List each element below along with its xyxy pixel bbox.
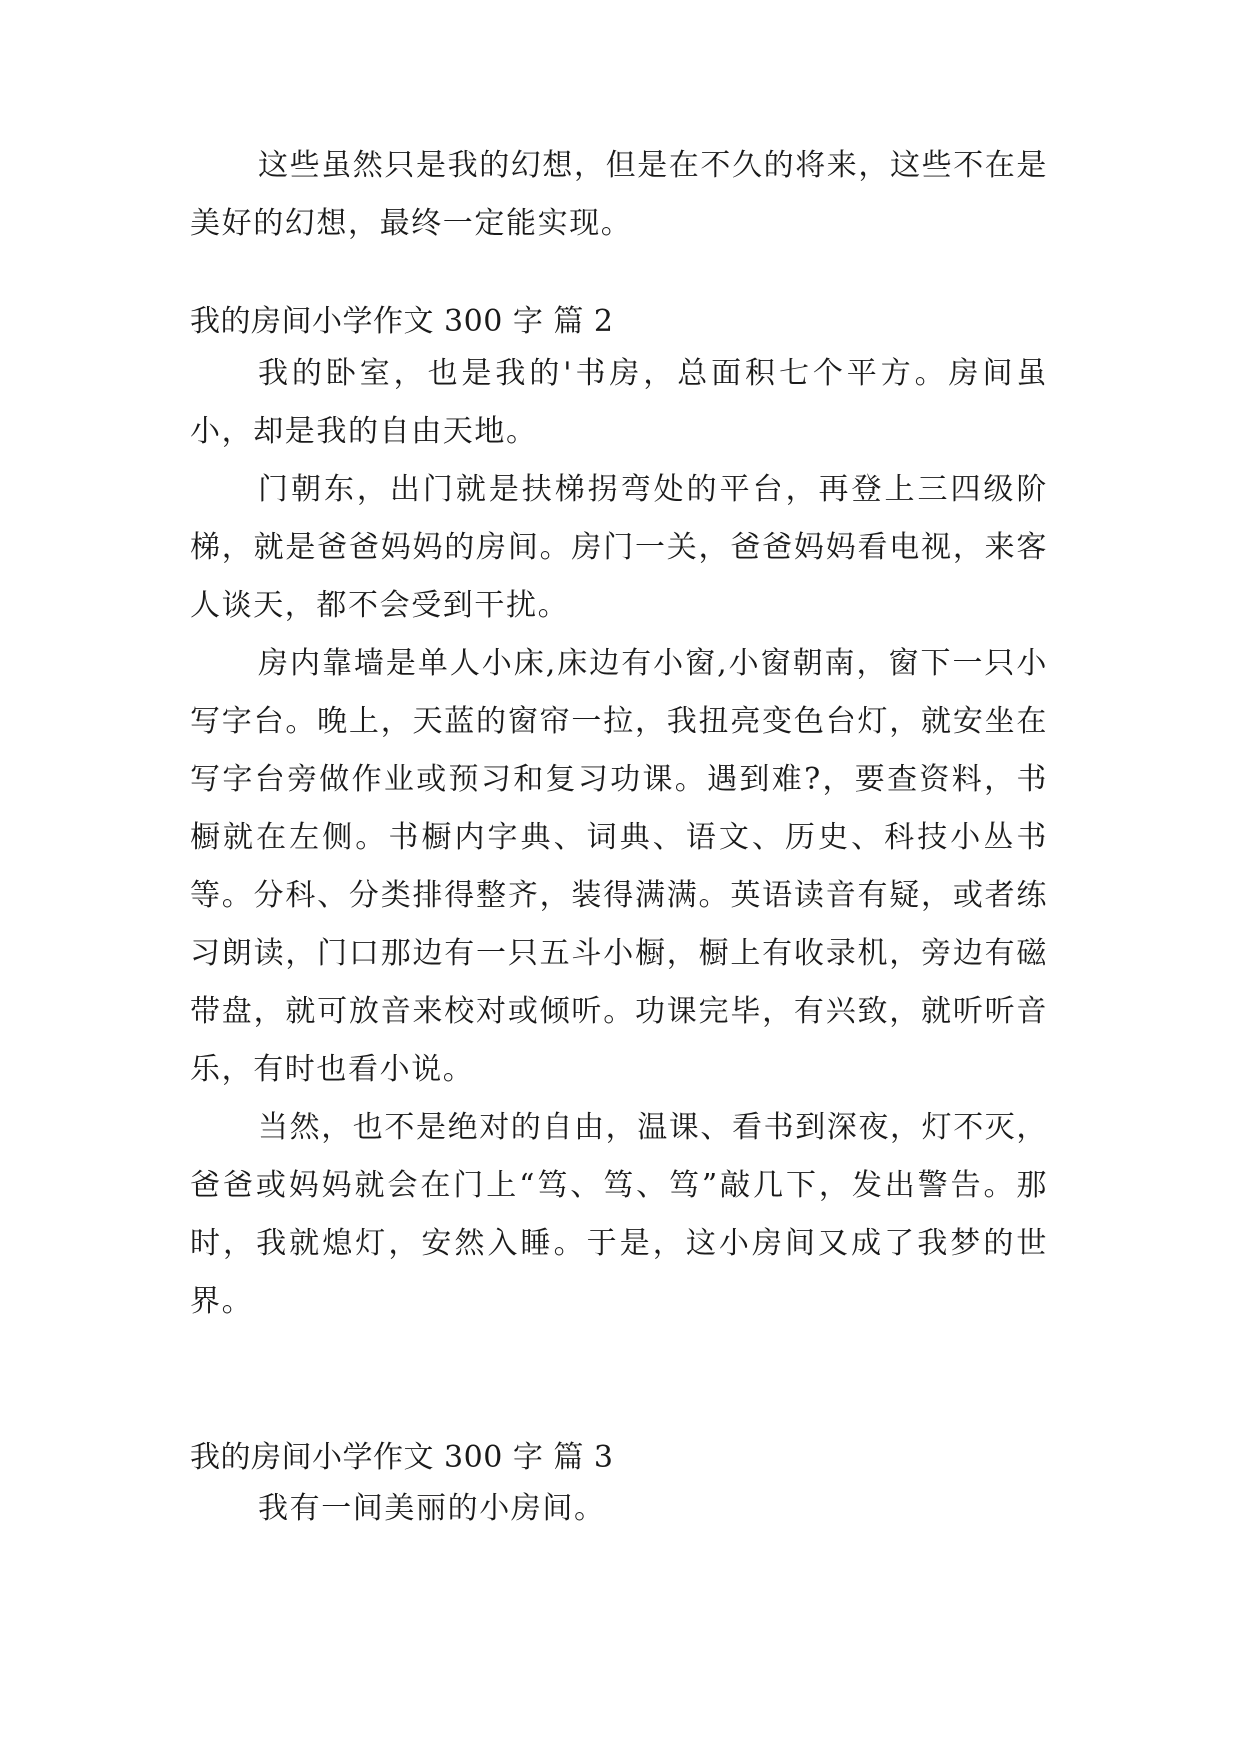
intro-block bbox=[190, 137, 1048, 253]
section-3-body bbox=[190, 1480, 1048, 1538]
section-heading-2: 我的房间小学作文 300 字 篇 2 bbox=[190, 304, 614, 339]
paragraph: 房内靠墙是单人小床,床边有小窗,小窗朝南，窗下一只小写字台。晚上，天蓝的窗帘一拉，我扭亮变色台灯，就安坐在写字台旁做作业或预习和复习功课。遇到难?，要查资料，书橱就在左侧。书橱内字典、词典、语文、历史、科技小丛书等。分科、分类排得整齐，装得满满。英语读音有疑，或者练习朗读，门口那边有一只五斗小橱，橱上有收录机，旁边有磁带盘，就可放音来校对或倾听。功课完毕，有兴致，就听听音乐，有时也看小说。 bbox=[190, 646, 1048, 1087]
paragraph: 我有一间美丽的小房间。 bbox=[258, 1491, 606, 1526]
paragraph: 这些虽然只是我的幻想，但是在不久的将来，这些不在是美好的幻想，最终一定能实现。 bbox=[190, 148, 1048, 241]
paragraph: 门朝东，出门就是扶梯拐弯处的平台，再登上三四级阶梯，就是爸爸妈妈的房间。房门一关，爸爸妈妈看电视，来客人谈天，都不会受到干扰。 bbox=[190, 472, 1048, 623]
section-heading-3: 我的房间小学作文 300 字 篇 3 bbox=[190, 1440, 614, 1475]
section-2-body bbox=[190, 345, 1048, 1331]
paragraph: 当然，也不是绝对的自由，温课、看书到深夜，灯不灭，爸爸或妈妈就会在门上“笃、笃、笃”敲几下，发出警告。那时，我就熄灯，安然入睡。于是，这小房间又成了我梦的世界。 bbox=[190, 1110, 1048, 1319]
paragraph: 我的卧室，也是我的'书房，总面积七个平方。房间虽小，却是我的自由天地。 bbox=[190, 356, 1048, 449]
